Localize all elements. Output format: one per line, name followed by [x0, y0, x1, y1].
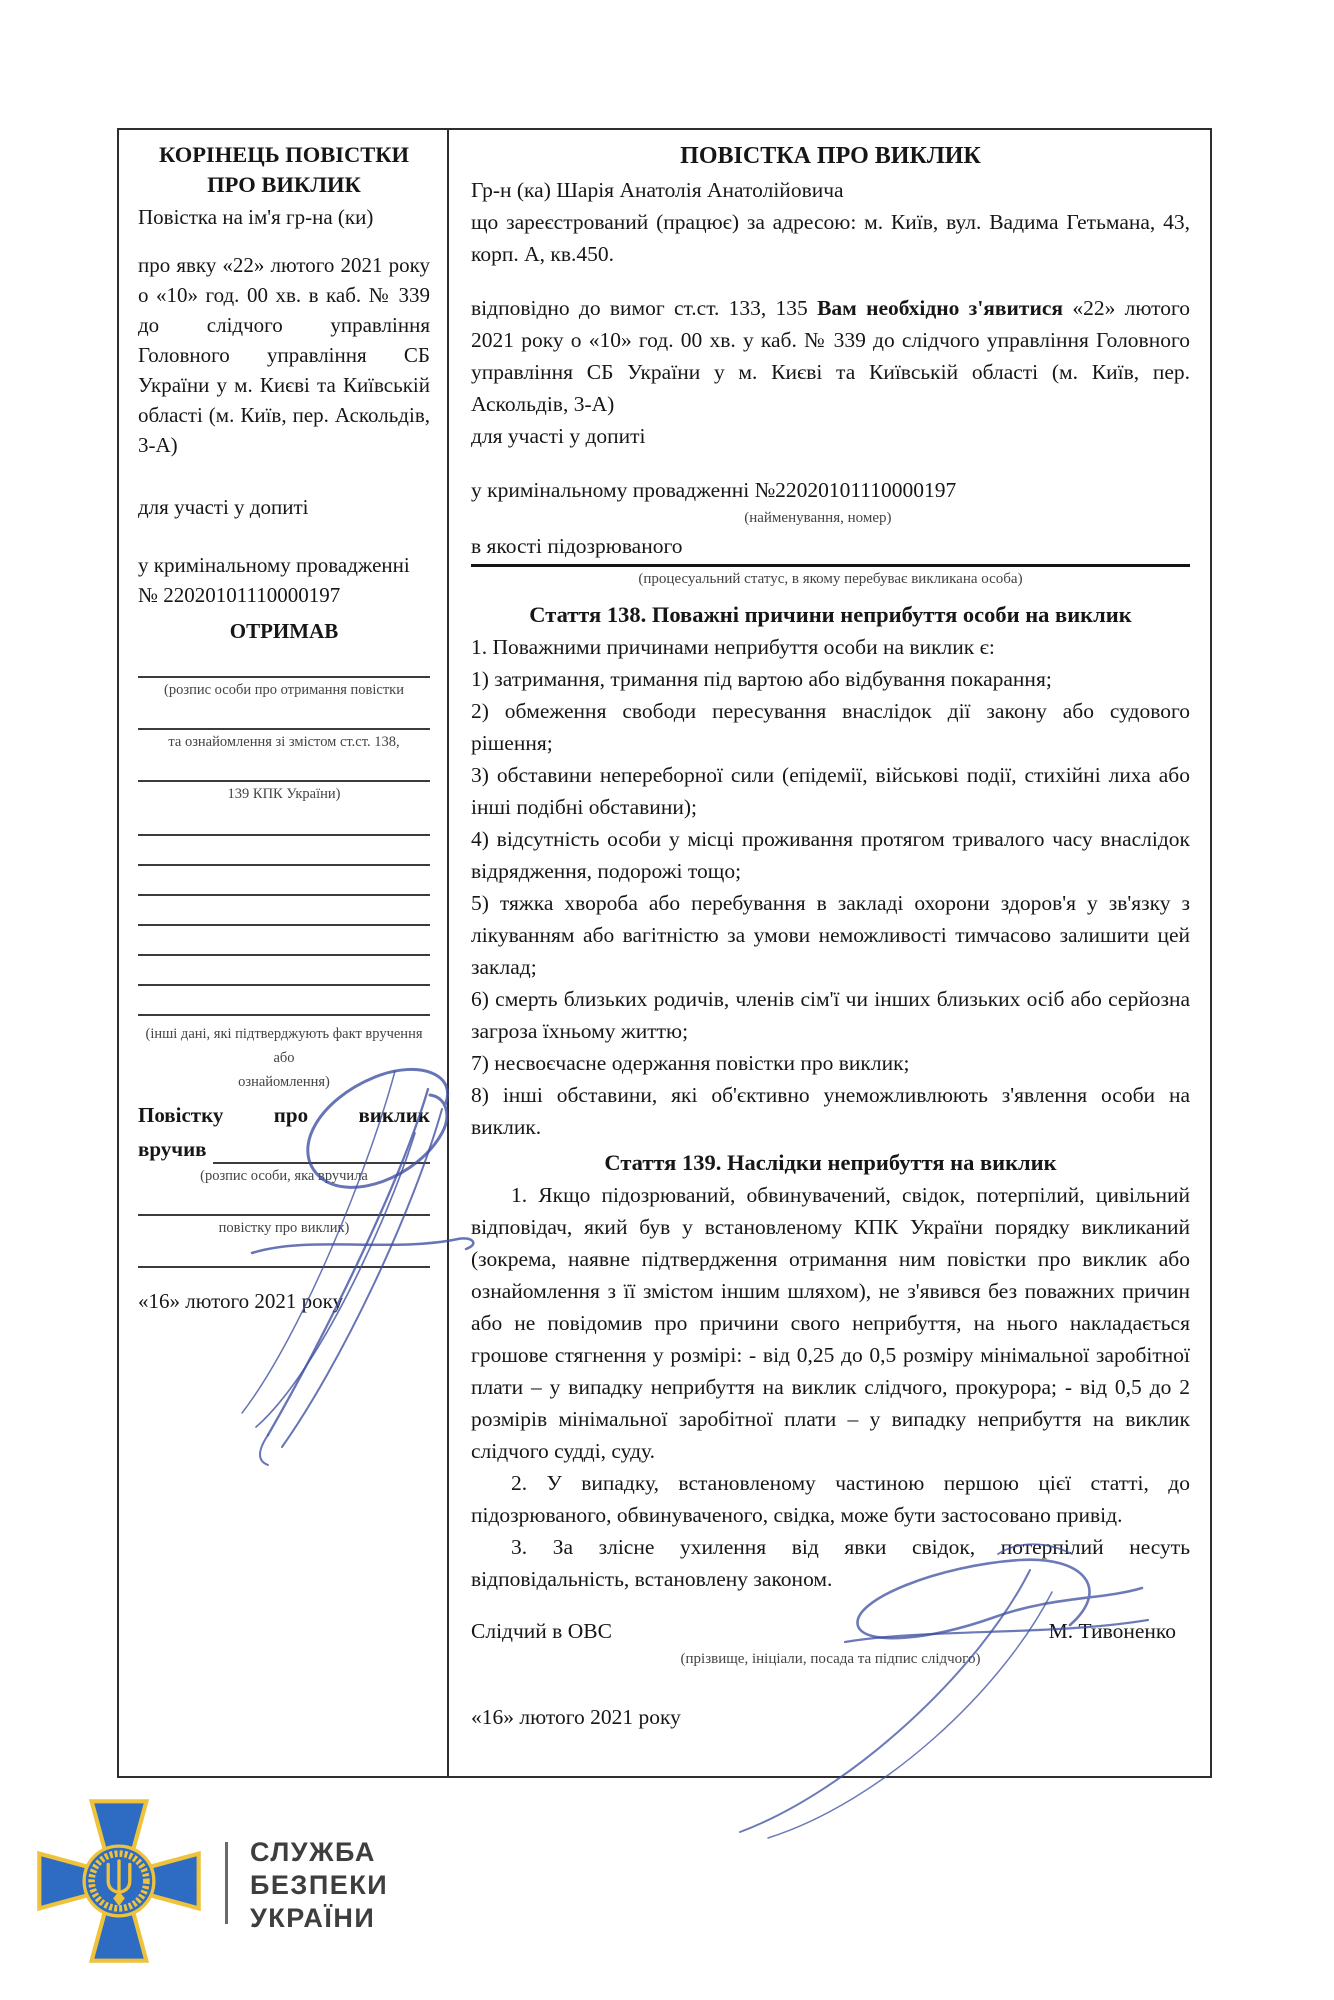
blank-line [138, 836, 430, 866]
stub-received-label: ОТРИМАВ [229, 619, 339, 643]
requirement-rest: «22» лютого 2021 року о «10» год. 00 хв. у каб. № 339 до слідчого управління Головного управління СБ України у м. Києві та Київській області (м. Київ, пер. Аскольдів, 3-А) [471, 296, 1191, 416]
blank-line [138, 754, 430, 782]
summons-addressee: Гр-н (ка) Шарія Анатолія Анатолійовича [471, 178, 844, 202]
requirement-emphasis: Вам необхідно з'явитися [817, 296, 1064, 320]
case-number-caption: (найменування, номер) [744, 510, 892, 526]
summons-date: «16» лютого 2021 року [471, 1705, 681, 1729]
spacer [471, 452, 1190, 474]
blank-line [138, 896, 430, 926]
blank-line [138, 806, 430, 836]
summons-form [117, 128, 1212, 1778]
blank-line [138, 926, 430, 956]
requirement-prefix: відповідно до вимог ст.ст. 133, 135 [471, 296, 818, 320]
stub-receipt-caption-2: та ознайомлення зі змістом ст.ст. 138, [168, 734, 400, 750]
article-138-item: 5) тяжка хвороба або перебування в закладі охорони здоров'я у зв'язку з лікуванням або вагітністю за умови неможливості тимчасово залишити цей заклад; [471, 891, 1190, 979]
article-138-item: 3) обставини непереборної сили (епідемії, військові події, стихійні лиха або інші подібні обставини); [471, 763, 1190, 819]
sbu-logo-text-line3: УКРАЇНИ [250, 1903, 376, 1933]
article-139-paragraph: 1. Якщо підозрюваний, обвинувачений, свідок, потерпілий, цивільний відповідач, який був у встановленому КПК України порядку викликаний (зокрема, наявне підтвердження отримання ним повістки про виклик або ознайомлення з її змістом іншим шляхом), не з'явився без поважних причин або не повідомив про причини свого неприбуття, на нього накладається грошове стягнення у розмірі: - від 0,25 до 0,5 розміру мінімальної заробітної плати – у випадку неприбуття на виклик слідчого, прокурора; - від 0,5 до 2 розмірів мінімальної заробітної плати – у випадку неприбуття на виклик слідчого судді, суду. [471, 1183, 1190, 1463]
stub-title: КОРІНЕЦЬ ПОВІСТКИ ПРО ВИКЛИК [158, 142, 410, 197]
summons-address: що зареєстрований (працює) за адресою: м. Київ, вул. Вадима Гетьмана, 43, корп. А, кв.450. [471, 210, 1190, 266]
blank-line [138, 1240, 430, 1268]
stub-purpose: для участі у допиті [138, 495, 309, 519]
investigator-row [471, 1615, 1190, 1647]
stub-case-number: у кримінальному провадженні № 22020101110000197 [138, 553, 410, 607]
stub-handed-label-line1: Повістку про виклик [138, 1103, 430, 1127]
stub-receipt-caption-3: 139 КПК України) [227, 786, 341, 802]
article-138-item: 6) смерть близьких родичів, членів сім'ї чи інших близьких осіб або серйозна загроза їхньому життю; [471, 987, 1190, 1043]
spacer [471, 270, 1190, 292]
stub-handed-label-line2: вручив [138, 1137, 207, 1161]
article-138-item: 8) інші обставини, які об'єктивно унеможливлюють з'явлення особи на виклик. [471, 1083, 1190, 1139]
investigator-caption: (прізвище, ініціали, посада та підпис слідчого) [680, 1651, 981, 1667]
blank-line [138, 986, 430, 1016]
article-139-paragraph: 2. У випадку, встановленому частиною першою цієї статті, до підозрюваного, обвинуваченого, свідка, може бути застосовано привід. [471, 1471, 1190, 1527]
summons-purpose: для участі у допиті [471, 424, 646, 448]
stub-handed-caption-1: (розпис особи, яка вручила [200, 1168, 368, 1184]
sbu-logo-text-line1: СЛУЖБА [250, 1837, 376, 1867]
blank-line [138, 702, 430, 730]
article-138-item: 2) обмеження свободи пересування внаслідок дії закону або судового рішення; [471, 699, 1190, 755]
summons-status: в якості підозрюваного [471, 530, 1190, 567]
article-138-item: 1) затримання, тримання під вартою або відбування покарання; [471, 667, 1052, 691]
blank-line [138, 866, 430, 896]
stub-appearance-paragraph: про явку «22» лютого 2021 року о «10» год. 00 хв. в каб. № 339 до слідчого управління Головного управління СБ України у м. Києві та Київській області (м. Київ, пер. Аскольдів, 3-А) [138, 253, 430, 457]
article-138-item: 4) відсутність особи у місці проживання протягом тривалого часу внаслідок відрядження, подорожі тощо; [471, 827, 1190, 883]
article-139-title: Стаття 139. Наслідки неприбуття на виклик [604, 1150, 1057, 1175]
stub-other-caption-1: (інші дані, які підтверджують факт вручення або [145, 1026, 423, 1066]
article-138-item: 7) несвоєчасне одержання повістки про виклик; [471, 1051, 910, 1075]
sbu-logo [28, 1796, 548, 1976]
investigator-label: Слідчий в ОВС [471, 1619, 612, 1643]
article-139-paragraph: 3. За злісне ухилення від явки свідок, потерпілий несуть відповідальність, встановлену законом. [471, 1535, 1190, 1591]
stub-handed-caption-2: повістку про виклик) [218, 1220, 350, 1236]
blank-line [138, 1188, 430, 1216]
investigator-name: М. Тивоненко [1048, 1619, 1176, 1643]
article-138-intro: 1. Поважними причинами неприбуття особи на виклик є: [471, 635, 995, 659]
stub-column [119, 130, 449, 1776]
stub-receipt-caption-1: (розпис особи про отримання повістки [164, 682, 404, 698]
stub-other-caption-2: ознайомлення) [238, 1074, 330, 1090]
summons-column [449, 130, 1210, 1776]
sbu-logo-text [250, 1836, 388, 1935]
stub-handed-row [138, 1130, 430, 1164]
summons-requirement-paragraph [471, 292, 1190, 420]
summons-case-number: у кримінальному провадженні №22020101110000197 [471, 478, 957, 502]
logo-divider [225, 1842, 228, 1924]
sbu-logo-text-line2: БЕЗПЕКИ [250, 1870, 389, 1900]
status-caption: (процесуальний статус, в якому перебуває викликана особа) [638, 571, 1023, 587]
stub-date: «16» лютого 2021 року [138, 1289, 344, 1313]
blank-line [138, 646, 430, 678]
blank-line [138, 956, 430, 986]
signature-blank-line [213, 1134, 430, 1164]
stub-addressee-line: Повістка на ім'я гр-на (ки) [138, 205, 374, 229]
sbu-cross-emblem-icon [34, 1798, 204, 1964]
article-138-title: Стаття 138. Поважні причини неприбуття особи на виклик [529, 602, 1132, 627]
summons-title: ПОВІСТКА ПРО ВИКЛИК [680, 143, 981, 169]
